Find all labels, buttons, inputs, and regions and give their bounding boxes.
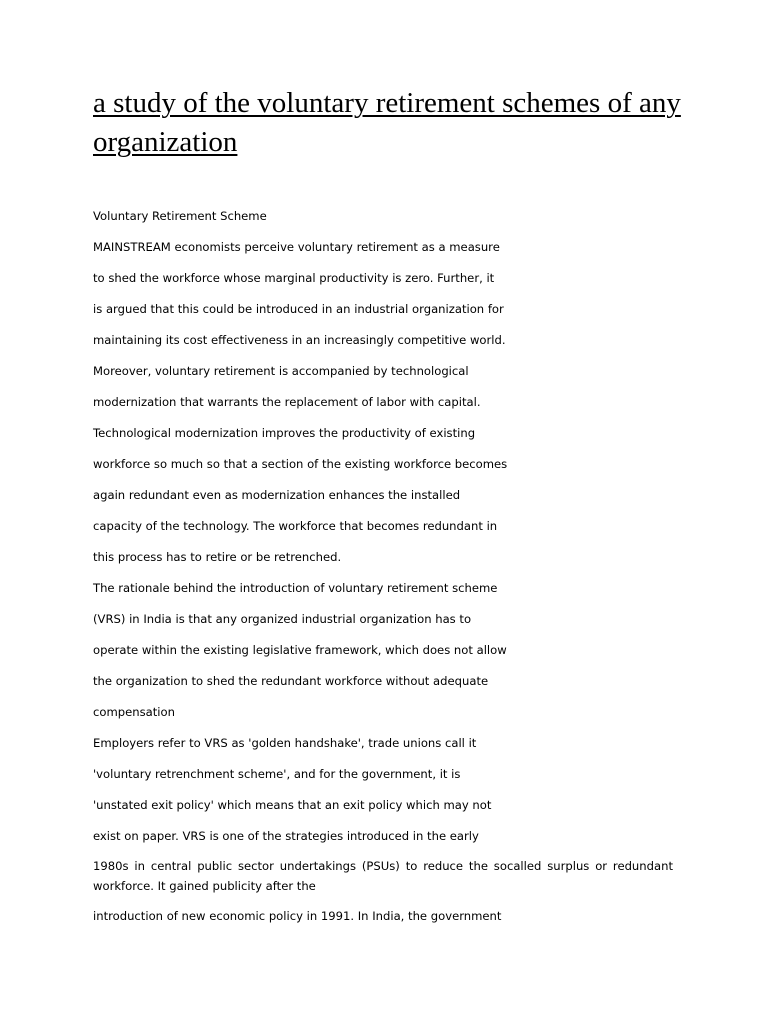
text-line: modernization that warrants the replacement of labor with capital. [93,395,481,409]
text-line: 'unstated exit policy' which means that an exit policy which may not [93,798,492,812]
text-line: maintaining its cost effectiveness in an increasingly competitive world. [93,333,506,347]
text-line: 'voluntary retrenchment scheme', and for the government, it is [93,767,461,781]
text-line: workforce so much so that a section of the existing workforce becomes [93,457,508,471]
text-line: introduction of new economic policy in 1991. In India, the government [93,909,502,923]
text-line: exist on paper. VRS is one of the strategies introduced in the early [93,829,479,843]
section-heading: Voluntary Retirement Scheme [93,209,267,223]
text-line: operate within the existing legislative framework, which does not allow [93,643,507,657]
justified-paragraph: 1980s in central public sector undertakings (PSUs) to reduce the socalled surplus or redundant workforce. It gained publicity after the [93,859,673,893]
text-line: Moreover, voluntary retirement is accompanied by technological [93,364,469,378]
text-line: The rationale behind the introduction of voluntary retirement scheme [93,581,498,595]
text-line: (VRS) in India is that any organized industrial organization has to [93,612,472,626]
text-line: capacity of the technology. The workforce that becomes redundant in [93,519,498,533]
text-line: is argued that this could be introduced in an industrial organization for [93,302,504,316]
document-title: a study of the voluntary retirement schemes of any organization [93,87,681,158]
text-line: again redundant even as modernization enhances the installed [93,488,461,502]
text-line: compensation [93,705,175,719]
text-line: this process has to retire or be retrenched. [93,550,342,564]
text-line: Technological modernization improves the productivity of existing [93,426,476,440]
text-line: to shed the workforce whose marginal productivity is zero. Further, it [93,271,495,285]
text-line: the organization to shed the redundant workforce without adequate [93,674,489,688]
text-line: MAINSTREAM economists perceive voluntary retirement as a measure [93,240,500,254]
text-line: Employers refer to VRS as 'golden handshake', trade unions call it [93,736,477,750]
